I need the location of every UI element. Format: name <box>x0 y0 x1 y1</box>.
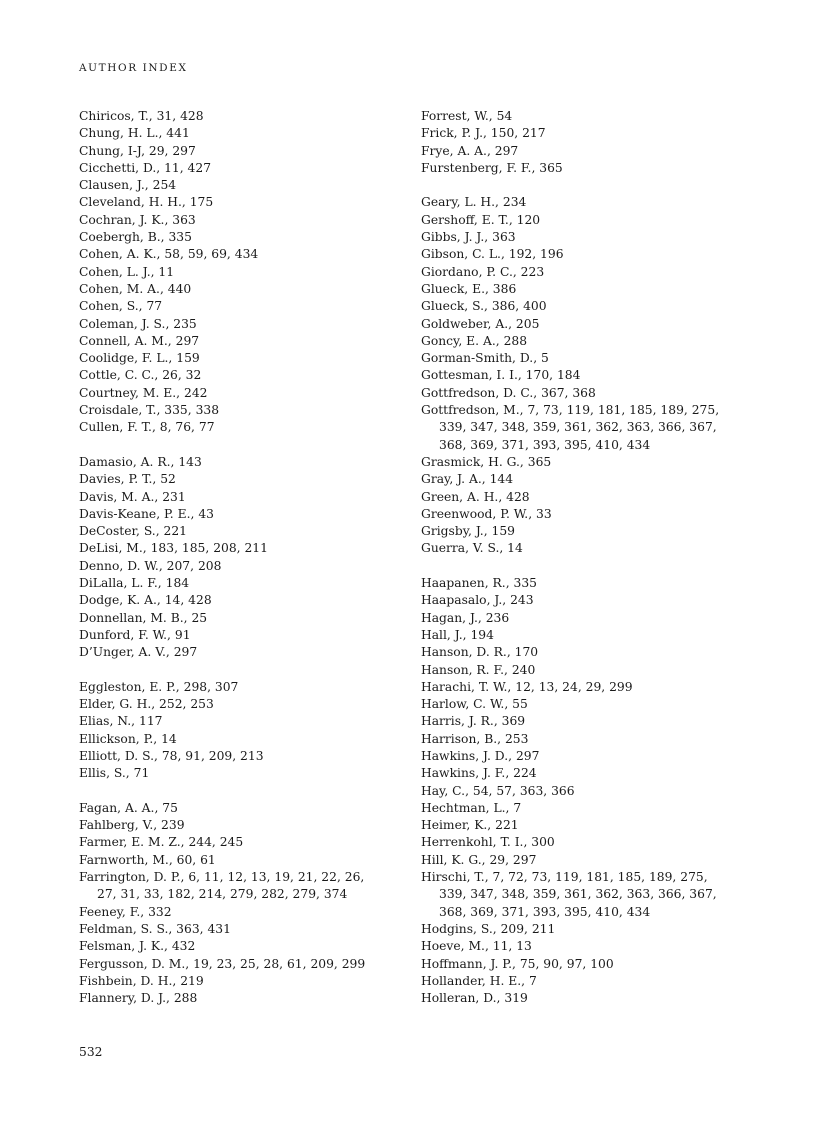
index-entry <box>421 800 751 817</box>
index-entry-text: Goldweber, A., 205 <box>421 316 540 331</box>
index-entry <box>421 264 751 281</box>
index-entry <box>79 194 399 211</box>
index-entry-text: Grigsby, J., 159 <box>421 524 515 539</box>
index-entry <box>79 333 399 350</box>
index-entry <box>79 402 399 419</box>
letter-group-gap <box>79 662 399 679</box>
index-entry-text: Hanson, R. F., 240 <box>421 662 536 677</box>
index-entry-text: Hawkins, J. F., 224 <box>421 766 537 781</box>
index-entry <box>79 350 399 367</box>
index-entry-continuation: 368, 369, 371, 393, 395, 410, 434 <box>439 904 651 919</box>
index-entry <box>421 212 751 229</box>
running-header: AUTHOR INDEX <box>79 62 188 74</box>
index-entry-text: Gibson, C. L., 192, 196 <box>421 247 564 262</box>
index-entry <box>79 212 399 229</box>
index-entry-text: Cohen, A. K., 58, 59, 69, 434 <box>79 247 259 262</box>
index-entry-text: Cullen, F. T., 8, 76, 77 <box>79 420 215 435</box>
index-entry <box>421 956 751 973</box>
index-entry <box>79 264 399 281</box>
index-entry-text: Holleran, D., 319 <box>421 991 528 1006</box>
index-entry-text: Hoeve, M., 11, 13 <box>421 939 532 954</box>
index-entry <box>79 627 399 644</box>
index-entry <box>421 644 751 661</box>
index-entry-text: Haapasalo, J., 243 <box>421 593 534 608</box>
index-entry <box>79 177 399 194</box>
index-entry-text: Damasio, A. R., 143 <box>79 454 202 469</box>
index-entry <box>79 281 399 298</box>
index-entry-text: Harlow, C. W., 55 <box>421 697 528 712</box>
index-entry <box>79 506 399 523</box>
index-entry-text: Chung, I-J, 29, 297 <box>79 143 196 158</box>
index-entry <box>421 592 751 609</box>
index-entry-text: Goncy, E. A., 288 <box>421 333 528 348</box>
index-entry <box>79 558 399 575</box>
index-entry-continuation: 339, 347, 348, 359, 361, 362, 363, 366, 367, <box>439 420 717 435</box>
index-entry-text: Clausen, J., 254 <box>79 178 177 193</box>
index-entry-text: Geary, L. H., 234 <box>421 195 527 210</box>
index-entry <box>79 489 399 506</box>
page-number: 532 <box>79 1045 103 1059</box>
index-entry <box>421 506 751 523</box>
index-entry <box>79 592 399 609</box>
index-entry-text: Dunford, F. W., 91 <box>79 627 191 642</box>
index-entry <box>79 644 399 661</box>
index-entry <box>421 713 751 730</box>
index-entry <box>79 904 399 921</box>
index-entry-text: Courtney, M. E., 242 <box>79 385 208 400</box>
index-entry-text: Furstenberg, F. F., 365 <box>421 160 563 175</box>
index-column-right <box>421 108 751 1007</box>
index-entry-text: Hanson, D. R., 170 <box>421 645 539 660</box>
index-entry <box>79 973 399 990</box>
index-entry-text: Grasmick, H. G., 365 <box>421 454 552 469</box>
index-entry <box>79 523 399 540</box>
index-entry <box>421 973 751 990</box>
index-entry-continuation: 27, 31, 33, 182, 214, 279, 282, 279, 374 <box>97 887 348 902</box>
index-entry-text: Cohen, L. J., 11 <box>79 264 175 279</box>
index-entry-text: Frye, A. A., 297 <box>421 143 519 158</box>
index-entry <box>421 783 751 800</box>
index-entry-text: Hill, K. G., 29, 297 <box>421 852 537 867</box>
index-entry-text: Eggleston, E. P., 298, 307 <box>79 679 239 694</box>
index-entry-text: Denno, D. W., 207, 208 <box>79 558 222 573</box>
index-entry <box>79 108 399 125</box>
index-entry-text: D’Unger, A. V., 297 <box>79 645 198 660</box>
index-entry <box>421 298 751 315</box>
index-entry-text: Fishbein, D. H., 219 <box>79 973 204 988</box>
index-entry <box>79 765 399 782</box>
index-entry <box>79 454 399 471</box>
index-entry <box>421 765 751 782</box>
index-entry-text: Harris, J. R., 369 <box>421 714 526 729</box>
index-entry <box>79 160 399 177</box>
index-entry <box>79 575 399 592</box>
index-entry <box>421 540 751 557</box>
index-entry <box>79 316 399 333</box>
index-entry-text: Guerra, V. S., 14 <box>421 541 523 556</box>
index-entry-text: Cohen, S., 77 <box>79 299 163 314</box>
index-entry <box>421 852 751 869</box>
letter-group-gap <box>79 437 399 454</box>
index-entry-text: Dodge, K. A., 14, 428 <box>79 593 212 608</box>
index-entry <box>421 125 751 142</box>
index-entry <box>421 316 751 333</box>
index-entry-text: Coebergh, B., 335 <box>79 230 192 245</box>
index-entry-text: Hay, C., 54, 57, 363, 366 <box>421 783 575 798</box>
index-entry-text: Glueck, E., 386 <box>421 281 517 296</box>
index-entry-text: Cottle, C. C., 26, 32 <box>79 368 202 383</box>
index-entry-continuation: 339, 347, 348, 359, 361, 362, 363, 366, 367, <box>439 887 717 902</box>
index-entry <box>79 731 399 748</box>
index-entry-text: Giordano, P. C., 223 <box>421 264 545 279</box>
index-entry-text: Feeney, F., 332 <box>79 904 172 919</box>
index-entry-text: Haapanen, R., 335 <box>421 576 537 591</box>
index-entry-text: Davis-Keane, P. E., 43 <box>79 506 214 521</box>
index-entry-text: Fahlberg, V., 239 <box>79 818 185 833</box>
index-entry-text: Hodgins, S., 209, 211 <box>421 921 556 936</box>
index-entry-text: Hagan, J., 236 <box>421 610 510 625</box>
index-entry <box>79 921 399 938</box>
index-entry-text: Gottfredson, M., 7, 73, 119, 181, 185, 189, 275, <box>421 403 720 418</box>
index-entry <box>421 921 751 938</box>
index-entry-text: Hirschi, T., 7, 72, 73, 119, 181, 185, 189, 275, <box>421 870 708 885</box>
index-entry-text: Hawkins, J. D., 297 <box>421 748 540 763</box>
index-entry-text: Glueck, S., 386, 400 <box>421 299 547 314</box>
index-entry-text: Hechtman, L., 7 <box>421 800 522 815</box>
index-entry <box>421 194 751 211</box>
index-entry <box>421 869 751 921</box>
index-entry-text: Connell, A. M., 297 <box>79 333 200 348</box>
index-entry-text: Cleveland, H. H., 175 <box>79 195 214 210</box>
index-entry <box>421 990 751 1007</box>
index-entry <box>421 143 751 160</box>
index-entry <box>79 125 399 142</box>
index-entry <box>421 108 751 125</box>
index-entry <box>79 143 399 160</box>
index-column-left <box>79 108 399 1007</box>
index-entry-text: Davies, P. T., 52 <box>79 472 176 487</box>
index-entry <box>421 696 751 713</box>
index-entry-continuation: 368, 369, 371, 393, 395, 410, 434 <box>439 437 651 452</box>
index-entry <box>79 956 399 973</box>
index-entry <box>79 713 399 730</box>
index-entry-text: Feldman, S. S., 363, 431 <box>79 921 231 936</box>
index-entry-text: Herrenkohl, T. I., 300 <box>421 835 555 850</box>
index-entry <box>79 419 399 436</box>
index-entry <box>421 246 751 263</box>
index-entry-text: Elder, G. H., 252, 253 <box>79 697 214 712</box>
index-entry-text: Coleman, J. S., 235 <box>79 316 197 331</box>
index-entry-text: Cohen, M. A., 440 <box>79 281 192 296</box>
index-entry <box>79 367 399 384</box>
index-entry <box>79 748 399 765</box>
index-entry-text: Gibbs, J. J., 363 <box>421 230 516 245</box>
index-entry-text: Gershoff, E. T., 120 <box>421 212 541 227</box>
index-entry <box>421 627 751 644</box>
index-entry-text: Fergusson, D. M., 19, 23, 25, 28, 61, 209, 299 <box>79 956 366 971</box>
index-entry <box>421 454 751 471</box>
index-entry <box>421 229 751 246</box>
letter-group-gap <box>421 177 751 194</box>
index-entry <box>421 938 751 955</box>
index-entry <box>79 298 399 315</box>
index-entry <box>79 696 399 713</box>
index-entry <box>79 990 399 1007</box>
index-entry-text: Gottfredson, D. C., 367, 368 <box>421 385 596 400</box>
index-entry <box>79 246 399 263</box>
index-entry-text: Elias, N., 117 <box>79 714 163 729</box>
index-entry-text: Cicchetti, D., 11, 427 <box>79 160 212 175</box>
index-entry-text: Gorman-Smith, D., 5 <box>421 351 549 366</box>
index-entry <box>421 489 751 506</box>
index-entry <box>79 610 399 627</box>
index-entry <box>79 834 399 851</box>
index-entry-text: DeCoster, S., 221 <box>79 524 188 539</box>
index-entry <box>421 834 751 851</box>
index-entry <box>421 817 751 834</box>
index-entry-text: Farnworth, M., 60, 61 <box>79 852 216 867</box>
index-entry-text: Hoffmann, J. P., 75, 90, 97, 100 <box>421 956 614 971</box>
index-entry-text: Heimer, K., 221 <box>421 818 519 833</box>
index-entry-text: Cochran, J. K., 363 <box>79 212 196 227</box>
index-entry <box>421 610 751 627</box>
index-entry <box>421 281 751 298</box>
index-entry-text: Flannery, D. J., 288 <box>79 991 198 1006</box>
index-entry-text: Gray, J. A., 144 <box>421 472 514 487</box>
index-entry <box>79 938 399 955</box>
index-entry-text: Greenwood, P. W., 33 <box>421 506 552 521</box>
index-entry-text: Ellickson, P., 14 <box>79 731 177 746</box>
index-entry <box>421 350 751 367</box>
letter-group-gap <box>421 558 751 575</box>
index-entry-text: Farmer, E. M. Z., 244, 245 <box>79 835 244 850</box>
index-entry <box>421 575 751 592</box>
index-entry <box>79 540 399 557</box>
index-entry-text: Hall, J., 194 <box>421 627 494 642</box>
index-entry-text: Donnellan, M. B., 25 <box>79 610 208 625</box>
index-entry-text: Farrington, D. P., 6, 11, 12, 13, 19, 21, 22, 26, <box>79 870 365 885</box>
index-entry-text: Gottesman, I. I., 170, 184 <box>421 368 581 383</box>
index-entry <box>421 402 751 454</box>
index-entry <box>421 748 751 765</box>
index-entry-text: Elliott, D. S., 78, 91, 209, 213 <box>79 748 264 763</box>
index-entry-text: Chiricos, T., 31, 428 <box>79 109 204 123</box>
index-entry <box>421 333 751 350</box>
index-entry-text: Forrest, W., 54 <box>421 109 513 123</box>
index-entry-text: Frick, P. J., 150, 217 <box>421 126 546 141</box>
index-entry <box>79 471 399 488</box>
index-entry-text: Chung, H. L., 441 <box>79 126 190 141</box>
index-entry-text: Fagan, A. A., 75 <box>79 800 178 815</box>
index-entry <box>79 385 399 402</box>
index-entry-text: Harrison, B., 253 <box>421 731 529 746</box>
index-entry-text: Hollander, H. E., 7 <box>421 973 537 988</box>
index-entry <box>421 471 751 488</box>
letter-group-gap <box>79 783 399 800</box>
index-entry <box>421 367 751 384</box>
index-entry <box>421 385 751 402</box>
index-entry-text: Harachi, T. W., 12, 13, 24, 29, 299 <box>421 679 633 694</box>
index-entry-text: DiLalla, L. F., 184 <box>79 576 190 591</box>
index-entry-text: Croisdale, T., 335, 338 <box>79 403 220 418</box>
index-entry <box>421 679 751 696</box>
index-entry <box>79 852 399 869</box>
index-entry <box>79 817 399 834</box>
index-entry <box>421 662 751 679</box>
index-entry <box>79 800 399 817</box>
index-entry-text: Coolidge, F. L., 159 <box>79 351 200 366</box>
index-entry <box>79 869 399 904</box>
index-entry <box>421 731 751 748</box>
index-entry <box>79 679 399 696</box>
index-entry <box>79 229 399 246</box>
index-entry-text: DeLisi, M., 183, 185, 208, 211 <box>79 541 268 556</box>
index-entry-text: Felsman, J. K., 432 <box>79 939 196 954</box>
index-entry <box>421 523 751 540</box>
index-entry-text: Green, A. H., 428 <box>421 489 530 504</box>
index-entry <box>421 160 751 177</box>
index-entry-text: Ellis, S., 71 <box>79 766 150 781</box>
index-entry-text: Davis, M. A., 231 <box>79 489 186 504</box>
